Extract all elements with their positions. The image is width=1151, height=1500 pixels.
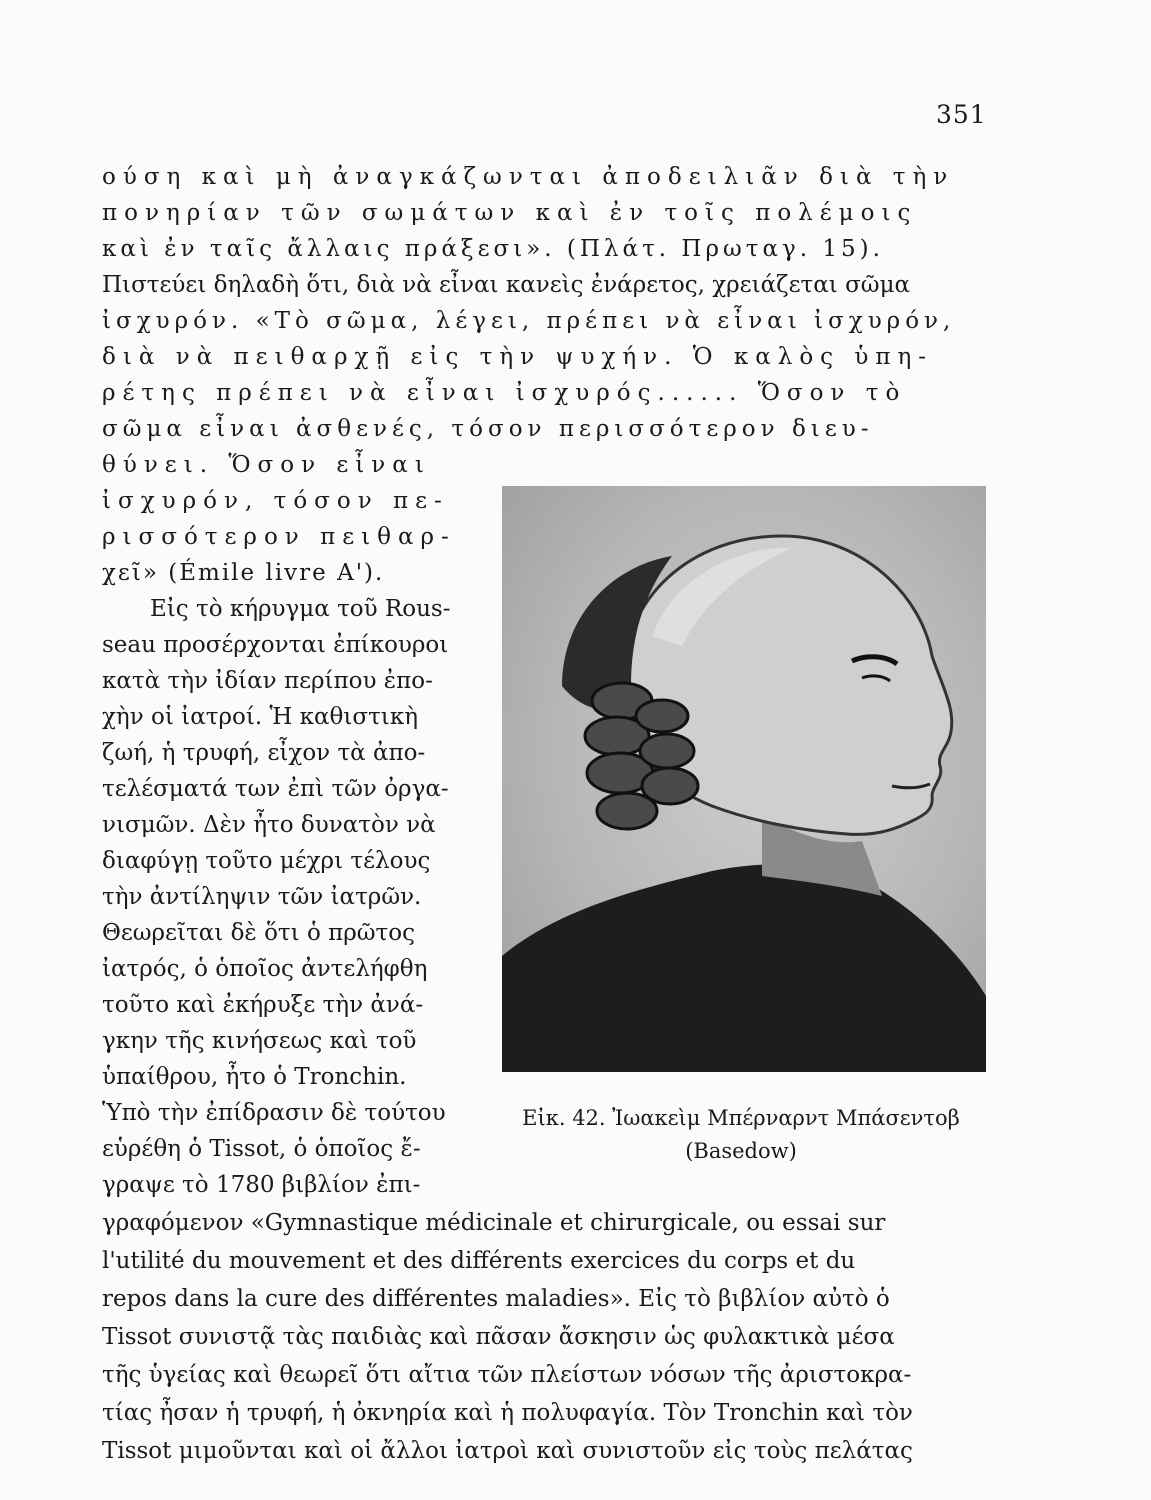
portrait-image xyxy=(502,486,986,1072)
column-line: γκην τῆς κινήσεως καὶ τοῦ xyxy=(102,1028,417,1054)
column-line: seau προσέρχονται ἐπίκουροι xyxy=(102,632,449,658)
column-line: τὴν ἀντίληψιν τῶν ἰατρῶν. xyxy=(102,884,422,910)
column-line: θύνει. Ὅσον εἶναι xyxy=(102,452,431,478)
text-line: ρέτης πρέπει νὰ εἶναι ἰσχυρός...... Ὅσον τὸ xyxy=(102,380,907,406)
column-line: ζωή, ἡ τρυφή, εἶχον τὰ ἀπο- xyxy=(102,740,426,766)
column-line: διαφύγῃ τοῦτο μέχρι τέλους xyxy=(102,848,431,874)
figure-caption-name: (Basedow) xyxy=(685,1139,797,1163)
portrait-figure xyxy=(502,486,986,1072)
text-line: Tissot μιμοῦνται καὶ οἱ ἄλλοι ἰατροὶ καὶ συνιστοῦν εἰς τοὺς πελάτας xyxy=(102,1438,913,1464)
column-line: Ὑπὸ τὴν ἐπίδρασιν δὲ τούτου xyxy=(102,1100,446,1126)
text-line: τῆς ὑγείας καὶ θεωρεῖ ὅτι αἴτια τῶν πλείστων νόσων τῆς ἀριστοκρα- xyxy=(102,1362,912,1388)
column-line: Θεωρεῖται δὲ ὅτι ὁ πρῶτος xyxy=(102,920,415,946)
column-line: νισμῶν. Δὲν ἦτο δυνατὸν νὰ xyxy=(102,812,436,838)
column-line: Εἰς τὸ κήρυγμα τοῦ Rous- xyxy=(150,596,451,622)
text-line: repos dans la cure des différentes maladies». Εἰς τὸ βιβλίον αὐτὸ ὁ xyxy=(102,1286,890,1312)
text-line: καὶ ἐν ταῖς ἄλλαις πράξεσι». (Πλάτ. Πρωταγ. 15). xyxy=(102,236,884,262)
column-line: κατὰ τὴν ἰδίαν περίπου ἐπο- xyxy=(102,668,433,694)
column-line: εὑρέθη ὁ Tissot, ὁ ὁποῖος ἔ- xyxy=(102,1136,421,1162)
text-line: ούση καὶ μὴ ἀναγκάζωνται ἀποδειλιᾶν διὰ τὴν xyxy=(102,164,955,190)
column-line: τελέσματά των ἐπὶ τῶν ὀργα- xyxy=(102,776,449,802)
column-line: ἰατρός, ὁ ὁποῖος ἀντελήφθη xyxy=(102,956,428,982)
page-number: 351 xyxy=(936,100,987,129)
column-line: ἰσχυρόν, τόσον πε- xyxy=(102,488,449,514)
text-line: ἰσχυρόν. «Τὸ σῶμα, λέγει, πρέπει νὰ εἶναι ἰσχυρόν, xyxy=(102,308,956,334)
text-line: τίας ἦσαν ἡ τρυφή, ἡ ὀκνηρία καὶ ἡ πολυφαγία. Τὸν Tronchin καὶ τὸν xyxy=(102,1400,913,1426)
text-line: Tissot συνιστᾷ τὰς παιδιὰς καὶ πᾶσαν ἄσκησιν ὡς φυλακτικὰ μέσα xyxy=(102,1324,895,1350)
text-line: Πιστεύει δηλαδὴ ὅτι, διὰ νὰ εἶναι κανεὶς ἐνάρετος, χρειάζεται σῶμα xyxy=(102,272,911,298)
text-line: γραφόμενον «Gymnastique médicinale et chirurgicale, ou essai sur xyxy=(102,1210,886,1236)
text-line: l'utilité du mouvement et des différents exercices du corps et du xyxy=(102,1248,856,1274)
column-line: ρισσότερον πειθαρ- xyxy=(102,524,456,550)
column-line: χεῖ» (Émile livre A'). xyxy=(102,560,385,586)
column-line: χὴν οἱ ἰατροί. Ἡ καθιστικὴ xyxy=(102,704,418,730)
column-line: ὑπαίθρου, ἦτο ὁ Tronchin. xyxy=(102,1064,407,1090)
text-line: διὰ νὰ πειθαρχῇ εἰς τὴν ψυχήν. Ὁ καλὸς ὑπη- xyxy=(102,344,934,370)
column-line: γραψε τὸ 1780 βιβλίον ἐπι- xyxy=(102,1172,421,1198)
text-line: σῶμα εἶναι ἀσθενές, τόσον περισσότερον διευ- xyxy=(102,416,874,442)
column-line: τοῦτο καὶ ἐκήρυξε τὴν ἀνά- xyxy=(102,992,424,1018)
figure-caption: Εἰκ. 42. Ἰωακεὶμ Μπέρναρντ Μπάσεντοβ xyxy=(522,1106,960,1130)
text-line: πονηρίαν τῶν σωμάτων καὶ ἐν τοῖς πολέμοις xyxy=(102,200,918,226)
